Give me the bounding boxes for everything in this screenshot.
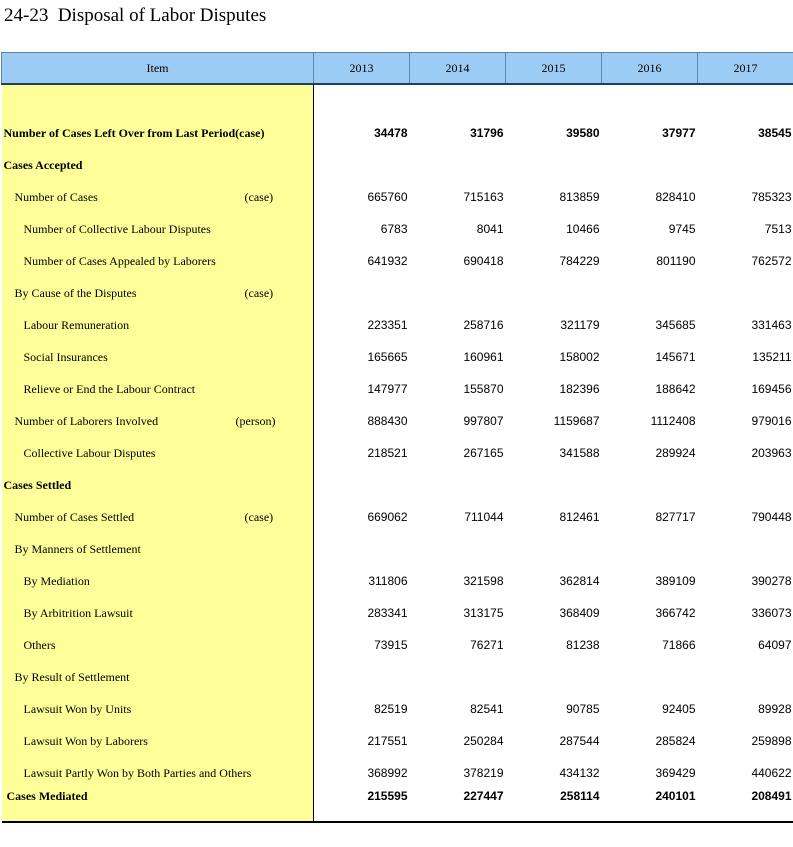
row-label: Number of Collective Labour Disputes <box>23 221 211 236</box>
value-cell: 145671 <box>655 350 696 364</box>
value-cell: 827717 <box>655 510 696 524</box>
row-label-cell <box>2 213 314 245</box>
spacer-cell <box>506 84 602 117</box>
column-header-year: 2016 <box>602 53 698 85</box>
value-cell: 378219 <box>463 766 504 780</box>
row-label: Number of Cases Appealed by Laborers <box>23 253 216 268</box>
value-cell: 258114 <box>506 789 602 822</box>
value-cell: 71866 <box>662 638 696 652</box>
value-cell: 366742 <box>655 606 696 620</box>
value-cell: 362814 <box>559 574 600 588</box>
value-cell: 165665 <box>367 350 408 364</box>
row-label-cell <box>2 725 314 757</box>
value-cell <box>410 469 506 501</box>
table-row <box>2 149 793 181</box>
row-label: Lawsuit Won by Laborers <box>23 733 148 748</box>
value-cell: 217551 <box>367 734 408 748</box>
spacer-row <box>2 84 793 117</box>
value-cell: 227447 <box>410 789 506 822</box>
value-cell <box>602 533 698 565</box>
labor-disputes-table <box>1 52 793 823</box>
row-label: Number of Cases Left Over from Last Period(case) <box>3 125 265 140</box>
table-row <box>2 213 793 245</box>
value-cell <box>506 149 602 181</box>
row-unit: (person) <box>235 414 276 428</box>
value-cell <box>410 277 506 309</box>
value-cell: 785323 <box>751 190 792 204</box>
value-cell: 331463 <box>751 318 792 332</box>
value-cell: 31796 <box>470 126 504 140</box>
value-cell: 283341 <box>367 606 408 620</box>
value-cell: 313175 <box>463 606 504 620</box>
row-label: Cases Mediated <box>6 789 88 803</box>
value-cell: 250284 <box>463 734 504 748</box>
row-unit: (case) <box>244 510 274 524</box>
row-label: Number of Cases <box>14 189 98 204</box>
value-cell: 223351 <box>367 318 408 332</box>
value-cell: 208491 <box>698 789 793 822</box>
value-cell: 203963 <box>751 446 792 460</box>
value-cell: 690418 <box>463 254 504 268</box>
value-cell <box>506 277 602 309</box>
table-row <box>2 757 793 789</box>
table-row <box>2 533 793 565</box>
spacer-cell <box>2 84 314 117</box>
value-cell: 182396 <box>559 382 600 396</box>
value-cell <box>602 277 698 309</box>
table-row <box>2 501 793 533</box>
value-cell: 390278 <box>751 574 792 588</box>
value-cell: 218521 <box>367 446 408 460</box>
value-cell: 762572 <box>751 254 792 268</box>
row-label: By Cause of the Disputes <box>14 285 137 300</box>
value-cell: 813859 <box>559 190 600 204</box>
value-cell <box>602 149 698 181</box>
value-cell <box>314 469 410 501</box>
value-cell <box>506 661 602 693</box>
row-label-cell <box>2 469 314 501</box>
row-label-cell <box>2 117 314 149</box>
column-header-year: 2017 <box>698 53 793 85</box>
row-label: Number of Laborers Involved <box>14 413 159 428</box>
row-label: By Manners of Settlement <box>14 541 141 556</box>
value-cell: 8041 <box>476 222 504 236</box>
spacer-cell <box>698 84 793 117</box>
row-label-cell <box>2 405 314 437</box>
value-cell: 92405 <box>662 702 696 716</box>
value-cell: 39580 <box>566 126 600 140</box>
row-label: Number of Cases Settled <box>14 509 135 524</box>
row-label: Social Insurances <box>23 349 108 364</box>
value-cell: 801190 <box>656 254 696 268</box>
row-label: Cases Settled <box>3 477 72 492</box>
table-row <box>2 309 793 341</box>
value-cell: 321598 <box>463 574 504 588</box>
value-cell <box>314 277 410 309</box>
value-cell: 665760 <box>367 190 408 204</box>
value-cell: 90785 <box>566 702 600 716</box>
value-cell: 147977 <box>367 382 408 396</box>
value-cell: 287544 <box>559 734 600 748</box>
value-cell <box>698 533 793 565</box>
value-cell: 73915 <box>374 638 408 652</box>
value-cell: 240101 <box>602 789 698 822</box>
value-cell: 812461 <box>559 510 600 524</box>
row-label-cell <box>2 277 314 309</box>
value-cell: 888430 <box>367 414 408 428</box>
value-cell <box>314 149 410 181</box>
value-cell: 434132 <box>559 766 600 780</box>
value-cell <box>410 149 506 181</box>
table-row <box>2 661 793 693</box>
value-cell: 267165 <box>463 446 504 460</box>
row-label-cell <box>2 597 314 629</box>
value-cell: 336073 <box>751 606 792 620</box>
value-cell <box>698 149 793 181</box>
row-label-cell <box>2 309 314 341</box>
value-cell: 188642 <box>655 382 696 396</box>
value-cell: 160961 <box>463 350 504 364</box>
row-label-cell <box>2 373 314 405</box>
value-cell: 9745 <box>668 222 696 236</box>
value-cell <box>314 661 410 693</box>
value-cell: 258716 <box>463 318 504 332</box>
value-cell: 259898 <box>751 734 792 748</box>
value-cell: 158002 <box>559 350 600 364</box>
value-cell: 289924 <box>655 446 696 460</box>
value-cell <box>698 661 793 693</box>
value-cell: 135211 <box>752 350 792 364</box>
row-label-cell <box>2 341 314 373</box>
table-row <box>2 405 793 437</box>
value-cell: 155870 <box>463 382 504 396</box>
value-cell <box>410 661 506 693</box>
row-label: Cases Accepted <box>3 157 83 172</box>
spacer-cell <box>314 84 410 117</box>
row-label: Labour Remuneration <box>23 317 130 332</box>
value-cell <box>506 533 602 565</box>
row-label: Relieve or End the Labour Contract <box>23 381 196 396</box>
value-cell: 64097 <box>758 638 792 652</box>
table-header <box>2 53 793 85</box>
header-row <box>2 53 793 85</box>
row-label-cell <box>2 661 314 693</box>
value-cell: 311806 <box>368 574 408 588</box>
table-row <box>2 117 793 149</box>
value-cell: 81238 <box>566 638 600 652</box>
value-cell: 34478 <box>374 126 408 140</box>
value-cell: 389109 <box>655 574 696 588</box>
table-row <box>2 629 793 661</box>
value-cell: 368409 <box>559 606 600 620</box>
spacer-cell <box>602 84 698 117</box>
table-row <box>2 693 793 725</box>
value-cell: 979016 <box>751 414 792 428</box>
row-label: By Result of Settlement <box>14 669 130 684</box>
column-header-year: 2015 <box>506 53 602 85</box>
row-label-cell <box>2 149 314 181</box>
row-label-cell <box>2 789 314 822</box>
value-cell <box>410 533 506 565</box>
column-header-year: 2013 <box>314 53 410 85</box>
row-label-cell <box>2 693 314 725</box>
value-cell <box>602 661 698 693</box>
row-label-cell <box>2 629 314 661</box>
table-row <box>2 469 793 501</box>
table-row <box>2 597 793 629</box>
value-cell <box>506 469 602 501</box>
value-cell: 215595 <box>314 789 410 822</box>
value-cell <box>314 533 410 565</box>
table-row <box>2 437 793 469</box>
value-cell: 76271 <box>470 638 504 652</box>
value-cell: 711044 <box>464 510 504 524</box>
row-label: Collective Labour Disputes <box>23 445 156 460</box>
row-label-cell <box>2 245 314 277</box>
table-row <box>2 373 793 405</box>
row-unit: (case) <box>244 190 274 204</box>
value-cell <box>698 469 793 501</box>
value-cell: 1159687 <box>553 414 600 428</box>
row-label-cell <box>2 181 314 213</box>
row-label-cell <box>2 565 314 597</box>
spacer-cell <box>410 84 506 117</box>
value-cell: 341588 <box>559 446 600 460</box>
value-cell: 7513 <box>764 222 792 236</box>
row-label: Lawsuit Partly Won by Both Parties and Others <box>23 765 252 780</box>
value-cell: 285824 <box>655 734 696 748</box>
value-cell <box>602 469 698 501</box>
row-label: By Arbitrition Lawsuit <box>23 605 133 620</box>
row-unit: (case) <box>244 286 274 300</box>
row-label: By Mediation <box>23 573 90 588</box>
value-cell: 641932 <box>367 254 408 268</box>
value-cell: 790448 <box>751 510 792 524</box>
value-cell: 784229 <box>559 254 600 268</box>
table-body <box>2 84 793 822</box>
value-cell: 369429 <box>655 766 696 780</box>
table-row <box>2 565 793 597</box>
table-row <box>2 725 793 757</box>
value-cell: 368992 <box>367 766 408 780</box>
value-cell: 169456 <box>751 382 792 396</box>
page-title: 24-23 Disposal of Labor Disputes <box>4 5 267 26</box>
value-cell: 6783 <box>380 222 408 236</box>
value-cell: 440622 <box>751 766 792 780</box>
value-cell: 82519 <box>374 702 408 716</box>
row-label-cell <box>2 757 314 789</box>
row-label-cell <box>2 533 314 565</box>
row-label: Others <box>23 637 56 652</box>
column-header-item: Item <box>2 53 314 85</box>
value-cell: 38545 <box>758 126 792 140</box>
table-row <box>2 181 793 213</box>
table-row <box>2 341 793 373</box>
row-label-cell <box>2 437 314 469</box>
value-cell: 82541 <box>470 702 504 716</box>
value-cell: 345685 <box>655 318 696 332</box>
value-cell: 10466 <box>566 222 600 236</box>
value-cell: 1112408 <box>650 414 696 428</box>
column-header-year: 2014 <box>410 53 506 85</box>
value-cell: 715163 <box>463 190 504 204</box>
value-cell: 828410 <box>655 190 696 204</box>
row-label-cell <box>2 501 314 533</box>
row-label: Lawsuit Won by Units <box>23 701 132 716</box>
value-cell <box>698 277 793 309</box>
table-row <box>2 245 793 277</box>
value-cell: 37977 <box>662 126 696 140</box>
value-cell: 89928 <box>758 702 792 716</box>
value-cell: 669062 <box>367 510 408 524</box>
table-row <box>2 277 793 309</box>
value-cell: 321179 <box>560 318 600 332</box>
value-cell: 997807 <box>463 414 504 428</box>
table-row <box>2 789 793 822</box>
